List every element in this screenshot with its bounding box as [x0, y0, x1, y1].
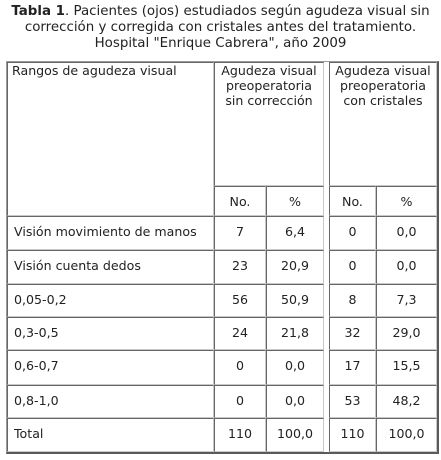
cell-no: 110 — [329, 418, 376, 452]
row-label: Visión cuenta dedos — [7, 250, 214, 284]
row-label: 0,8-1,0 — [7, 385, 214, 418]
cell-percent: 6,4 — [266, 216, 324, 250]
cell-no: 0 — [214, 385, 266, 418]
subheader-percent: % — [266, 186, 324, 216]
subheader-no: No. — [214, 186, 266, 216]
cell-no: 17 — [329, 350, 376, 385]
row-label: Visión movimiento de manos — [7, 216, 214, 250]
cell-no: 23 — [214, 250, 266, 284]
cell-percent: 100,0 — [376, 418, 437, 452]
cell-no: 8 — [329, 284, 376, 317]
row-label: Total — [7, 418, 214, 452]
cell-percent: 50,9 — [266, 284, 324, 317]
table-row — [7, 350, 437, 385]
table-label: Tabla 1 — [11, 4, 65, 19]
cell-percent: 21,8 — [266, 317, 324, 350]
cell-no: 32 — [329, 317, 376, 350]
row-label: 0,6-0,7 — [7, 350, 214, 385]
subheader-no: No. — [329, 186, 376, 216]
cell-no: 0 — [214, 350, 266, 385]
cell-percent: 0,0 — [266, 350, 324, 385]
cell-percent: 7,3 — [376, 284, 437, 317]
group-header-con-cristales: Agudeza visual preoperatoria con cristales — [329, 62, 437, 186]
cell-no: 7 — [214, 216, 266, 250]
cell-no: 56 — [214, 284, 266, 317]
subheader-percent: % — [376, 186, 437, 216]
cell-no: 110 — [214, 418, 266, 452]
cell-percent: 0,0 — [376, 250, 437, 284]
table-row — [7, 250, 437, 284]
cell-percent: 15,5 — [376, 350, 437, 385]
cell-no: 0 — [329, 250, 376, 284]
cell-percent: 100,0 — [266, 418, 324, 452]
table-row — [7, 216, 437, 250]
row-label: 0,05-0,2 — [7, 284, 214, 317]
row-label: 0,3-0,5 — [7, 317, 214, 350]
table-caption — [4, 4, 437, 52]
header-row — [7, 62, 437, 186]
table-title: . Pacientes (ojos) estudiados según agudeza visual sin corrección y corregida con cristales antes del tratamiento. Hospital "Enrique Cabrera", año 2009 — [24, 4, 430, 51]
table-row — [7, 317, 437, 350]
cell-no: 0 — [329, 216, 376, 250]
cell-percent: 0,0 — [376, 216, 437, 250]
cell-no: 53 — [329, 385, 376, 418]
row-header-cell: Rangos de agudeza visual — [7, 62, 214, 216]
table-row — [7, 385, 437, 418]
cell-no: 24 — [214, 317, 266, 350]
cell-percent: 48,2 — [376, 385, 437, 418]
table-row — [7, 284, 437, 317]
cell-percent: 20,9 — [266, 250, 324, 284]
cell-percent: 0,0 — [266, 385, 324, 418]
table-row-total — [7, 418, 437, 452]
cell-percent: 29,0 — [376, 317, 437, 350]
data-table — [6, 61, 439, 454]
group-header-sin-correccion: Agudeza visual preoperatoria sin corrección — [214, 62, 324, 186]
